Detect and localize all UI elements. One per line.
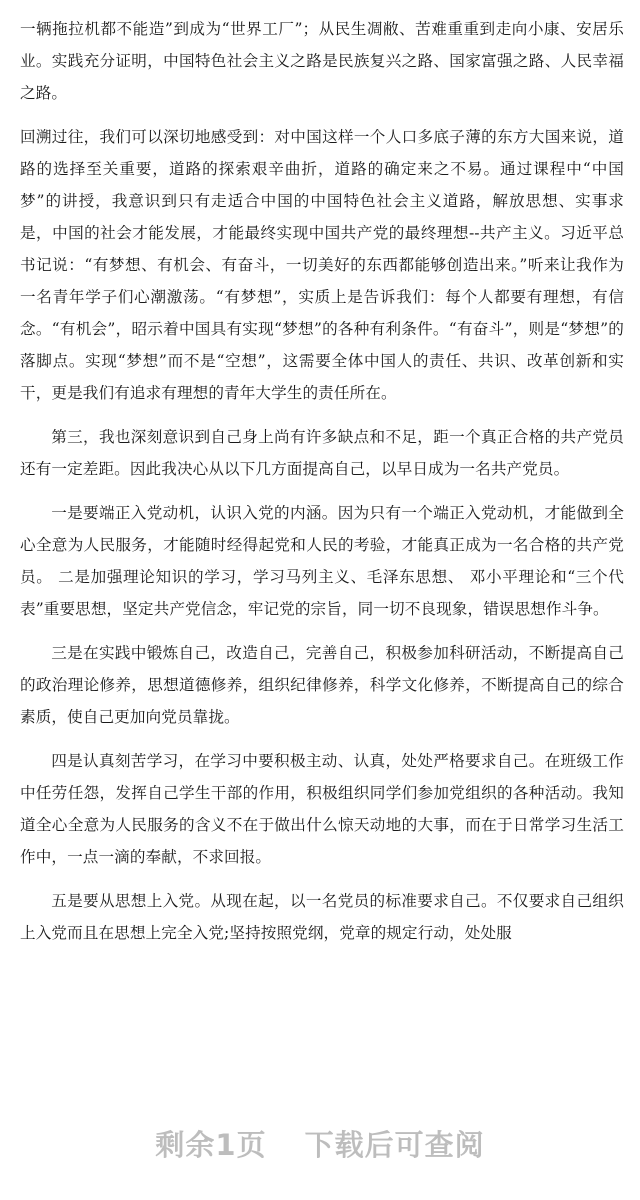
paragraph-point-four: 四是认真刻苦学习，在学习中要积极主动、认真，处处严格要求自己。在班级工作中任劳任怨，发挥自己学生干部的作用，积极组织同学们参加党组织的各种活动。我知道全心全意为人民服务的含义不在于做出什么惊天动地的大事，而在于日常学习生活工作中，一点一滴的奉献，不求回报。 (20, 752, 624, 866)
paragraph-point-one-two: 一是要端正入党动机，认识入党的内涵。因为只有一个端正入党动机，才能做到全心全意为人民服务，才能随时经得起党和人民的考验，才能真正成为一名合格的共产党员。 二是加强理论知识的学习，学习马列主义、毛泽东思想、 邓小平理论和“三个代表”重要思想，坚定共产党信念，牢记党的宗旨，同一切不良现象，错误思想作斗争。 (20, 504, 624, 618)
paragraph-continuation: 一辆拖拉机都不能造”到成为“世界工厂”；从民生凋敝、苦难重重到走向小康、安居乐业。实践充分证明，中国特色社会主义之路是民族复兴之路、国家富强之路、人民幸福之路。 (20, 20, 624, 102)
document-body (20, 13, 624, 961)
paragraph-point-five: 五是要从思想上入党。从现在起，以一名党员的标准要求自己。不仅要求自己组织上入党而且在思想上完全入党;坚持按照党纲，党章的规定行动，处处服 (20, 892, 624, 942)
paragraph-retrospect: 回溯过往，我们可以深切地感受到：对中国这样一个人口多底子薄的东方大国来说，道路的选择至关重要，道路的探索艰辛曲折，道路的确定来之不易。通过课程中“中国梦”的讲授，我意识到只有走适合中国的中国特色社会主义道路，解放思想、实事求是，中国的社会才能发展，才能最终实现中国共产党的最终理想--共产主义。习近平总书记说：“有梦想、有机会、有奋斗，一切美好的东西都能够创造出来。”听来让我作为一名青年学子们心潮激荡。“有梦想”，实质上是告诉我们：每个人都要有理想，有信念。“有机会”，昭示着中国具有实现“梦想”的各种有利条件。“有奋斗”，则是“梦想”的落脚点。实现“梦想”而不是“空想”，这需要全体中国人的责任、共识、改革创新和实干，更是我们有追求有理想的青年大学生的责任所在。 (20, 128, 624, 402)
paragraph-third: 第三，我也深刻意识到自己身上尚有许多缺点和不足，距一个真正合格的共产党员还有一定差距。因此我决心从以下几方面提高自己，以早日成为一名共产党员。 (20, 428, 624, 478)
download-prompt[interactable] (0, 1118, 640, 1168)
download-to-view-label: 下载后可查阅 (304, 1127, 485, 1162)
remaining-pages-label: 剩余1页 (155, 1127, 267, 1162)
paragraph-point-three: 三是在实践中锻炼自己，改造自己，完善自己，积极参加科研活动，不断提高自己的政治理论修养，思想道德修养，组织纪律修养，科学文化修养，不断提高自己的综合 素质，使自己更加向党员靠拢。 (20, 644, 624, 726)
